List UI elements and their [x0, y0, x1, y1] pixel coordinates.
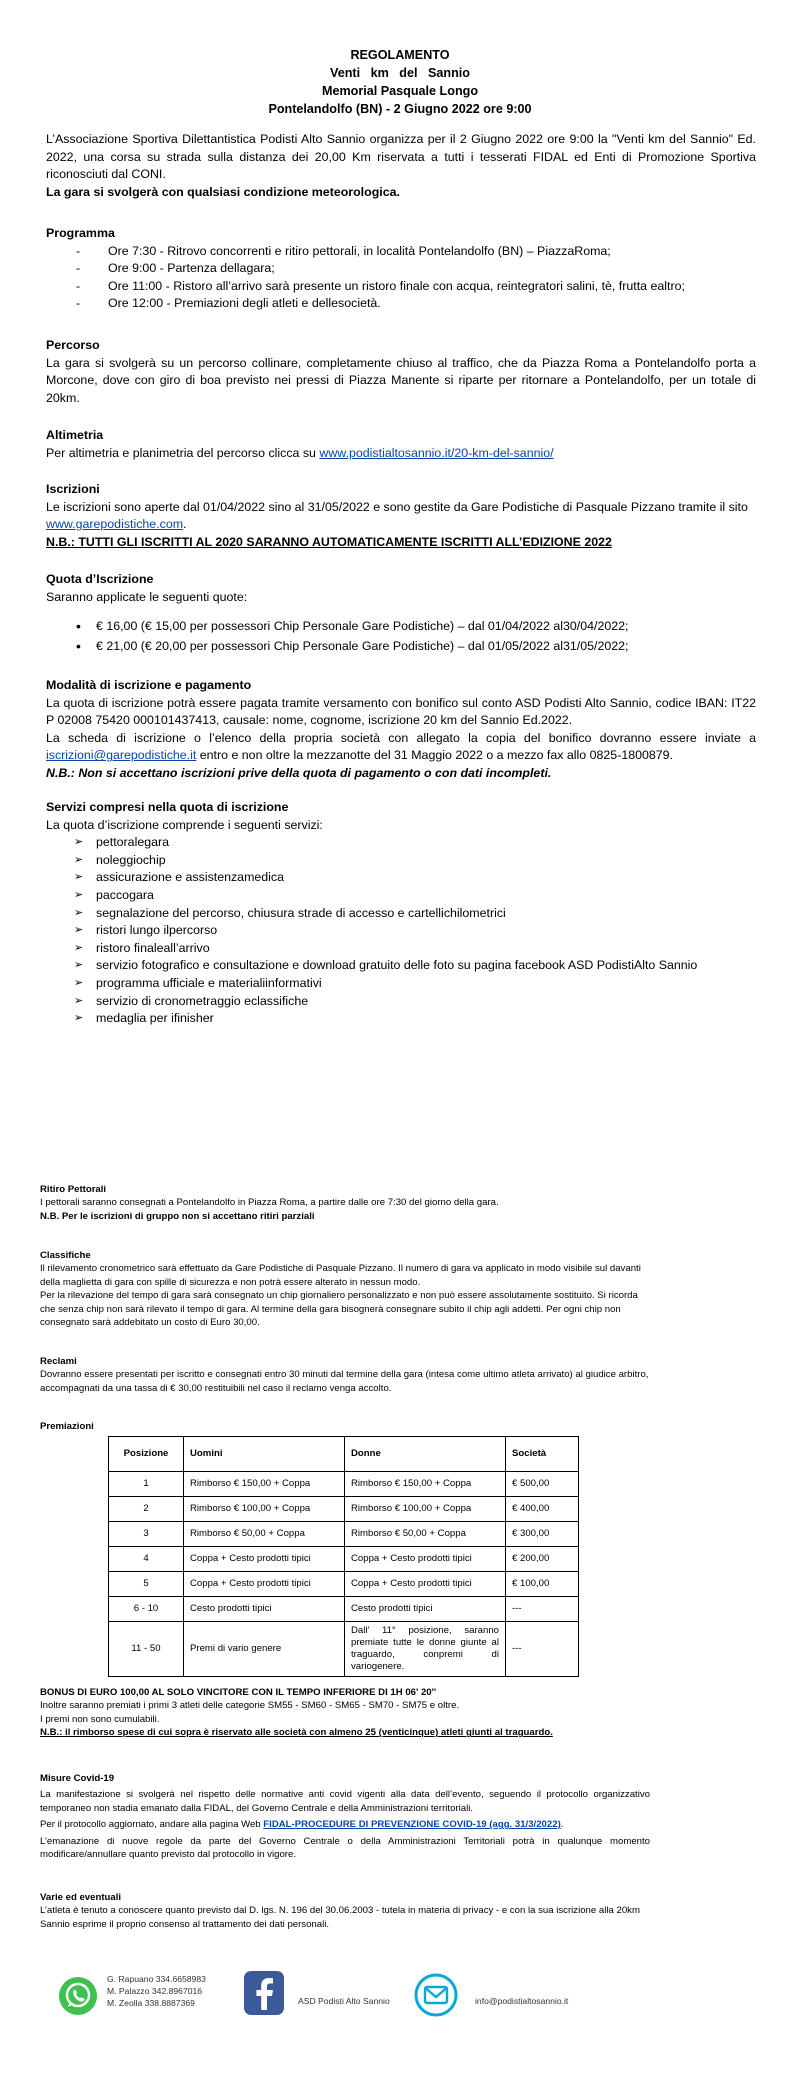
cell-posizione: 3 — [109, 1522, 184, 1547]
cell-uomini: Rimborso € 100,00 + Coppa — [184, 1497, 345, 1522]
modalita-line2 — [46, 730, 756, 765]
classifiche-text1: Il rilevamento cronometrico sarà effettuato da Gare Podistiche di Pasquale Pizzano. Il numero di gara va applicato in modo visibile sul davanti della maglietta di gara con spille di sicurezza e non potrà essere alterato in nessun modo. — [40, 1263, 641, 1288]
facebook-label: ASD Podisti Alto Sannio — [298, 1996, 390, 2006]
table-row — [109, 1522, 579, 1547]
quota-section — [46, 571, 756, 655]
reclami-heading: Reclami — [40, 1356, 77, 1367]
categorie-text: Inoltre saranno premiati i primi 3 atleti delle categorie SM55 - SM60 - SM65 - SM70 - SM75 e oltre. — [40, 1700, 460, 1712]
servizi-intro: La quota d’iscrizione comprende i seguenti servizi: — [46, 817, 323, 832]
altimetria-link[interactable]: www.podistialtosannio.it/20-km-del-sannio/ — [319, 445, 554, 460]
ritiro-text: I pettorali saranno consegnati a Pontelandolfo in Piazza Roma, a partire dalle ore 7:30 del giorno della gara. — [40, 1197, 499, 1209]
servizi-item: ➢ programma ufficiale e materialiinformativi — [74, 975, 756, 993]
cell-uomini: Premi di vario genere — [184, 1622, 345, 1677]
email-label: info@podistialtosannio.it — [475, 1996, 569, 2006]
iscrizioni-heading: Iscrizioni — [46, 482, 100, 496]
premiazioni-heading: Premiazioni — [40, 1421, 94, 1432]
cell-societa: € 300,00 — [506, 1522, 579, 1547]
whatsapp-bg — [59, 1977, 97, 2015]
quota-intro: Saranno applicate le seguenti quote: — [46, 589, 248, 604]
iscrizioni-after: . — [183, 517, 187, 532]
email-icon[interactable] — [414, 1973, 458, 2017]
intro-section — [46, 131, 756, 201]
programma-list — [46, 243, 756, 313]
servizi-item: ➢ segnalazione del percorso, chiusura strade di accesso e cartellichilometrici — [74, 905, 756, 923]
classifiche-text2: Per la rilevazione del tempo di gara sarà consegnato un chip giornaliero personalizzato e non può essere assolutamente sostituito. Si ricorda che senza chip non sarà rilevato il tempo di gara. Al termine della gara bisognerà consegnare subito il chip agli addetti. Per ogni chip non consegnato sarà addebitato un costo di Euro 30,00. — [40, 1290, 638, 1329]
fidal-covid-link[interactable]: FIDAL-PROCEDURE DI PREVENZIONE COVID-19 (agg. 31/3/2022) — [263, 1819, 561, 1831]
cell-societa: --- — [506, 1597, 579, 1622]
cumulabili-text: I premi non sono cumulabili. — [40, 1713, 160, 1725]
contact-line: G. Rapuano 334.6658983 — [107, 1974, 206, 1984]
servizi-item: ➢ pettoralegara — [74, 834, 756, 852]
programma-item: - Ore 11:00 - Ristoro all’arrivo sarà presente un ristoro finale con acqua, reintegratori salini, tè, frutta ealtro; — [76, 278, 756, 296]
varie-section — [40, 1891, 650, 1931]
contacts-block — [107, 1973, 206, 2009]
altimetria-section — [46, 427, 756, 462]
servizi-item: ➢ ristori lungo ilpercorso — [74, 922, 756, 940]
reclami-text: Dovranno essere presentati per iscritto e consegnati entro 30 minuti dal termine della gara (intesa come ultimo atleta arrivato) al giudice arbitro, accompagnati da una tassa di € 30,00 restituibili nel caso il reclamo venga accolto. — [40, 1369, 649, 1394]
servizi-item: ➢ servizio di cronometraggio eclassifiche — [74, 993, 756, 1011]
classifiche-heading: Classifiche — [40, 1250, 91, 1261]
servizi-item: ➢ servizio fotografico e consultazione e download gratuito delle foto su pagina facebook ASD PodistiAlto Sannio — [74, 957, 756, 975]
table-row — [109, 1597, 579, 1622]
contact-line: M. Palazzo 342.8967016 — [107, 1986, 203, 1996]
memorial-name: Memorial Pasquale Longo — [321, 84, 479, 98]
iscrizioni-email-link[interactable]: iscrizioni@garepodistiche.it — [46, 748, 197, 763]
col-uomini: Uomini — [184, 1437, 345, 1472]
iscrizioni-note: N.B.: TUTTI GLI ISCRITTI AL 2020 SARANNO AUTOMATICAMENTE ISCRITTI ALL’EDIZIONE 2022 — [46, 534, 612, 549]
programma-item: - Ore 7:30 - Ritrovo concorrenti e ritiro pettorali, in località Pontelandolfo (BN) – PiazzaRoma; — [76, 243, 756, 261]
covid-text3: L’emanazione di nuove regole da parte del Governo Centrale o della Amministrazioni Territoriali potrà in qualunque momento modificare/annullare quanto previsto dal protocollo in vigore. — [40, 1835, 650, 1861]
cell-posizione: 1 — [109, 1472, 184, 1497]
covid-after: . — [560, 1819, 564, 1831]
facebook-icon[interactable] — [243, 1970, 285, 2016]
cell-posizione: 6 - 10 — [109, 1597, 184, 1622]
modalita-note: N.B.: Non si accettano iscrizioni prive della quota di pagamento o con dati incompleti. — [46, 765, 552, 780]
iscrizioni-section — [46, 481, 756, 551]
ritiro-note: N.B. Per le iscrizioni di gruppo non si accettano ritiri parziali — [40, 1210, 315, 1222]
table-row — [109, 1572, 579, 1597]
table-header-row — [109, 1437, 579, 1472]
premiazioni-heading-wrap — [40, 1420, 650, 1433]
cell-donne: Cesto prodotti tipici — [345, 1597, 506, 1622]
servizi-item: ➢ paccogara — [74, 887, 756, 905]
varie-text: L’atleta è tenuto a conoscere quanto previsto dal D. lgs. N. 196 del 30.06.2003 - tutela in materia di privacy - e con la sua iscrizione alla 20km Sannio esprime il proprio consenso al trattamento dei dati personali. — [40, 1905, 640, 1930]
classifiche-section — [40, 1249, 650, 1329]
cell-donne: Dall’ 11° posizione, saranno premiate tutte le donne giunte al traguardo, conpremi di variogenere. — [345, 1622, 506, 1677]
servizi-item: ➢ ristoro finaleall’arrivo — [74, 940, 756, 958]
programma-section — [46, 225, 756, 313]
col-societa: Società — [506, 1437, 579, 1472]
cell-societa: € 500,00 — [506, 1472, 579, 1497]
reclami-section — [40, 1355, 650, 1395]
table-row — [109, 1622, 579, 1677]
modalita-text3: entro e non oltre la mezzanotte del 31 Maggio 2022 o a mezzo fax allo 0825-1800879. — [196, 748, 673, 763]
event-name: Venti km del Sannio — [330, 66, 470, 80]
intro-text: L’Associazione Sportiva Dilettantistica Podisti Alto Sannio organizza per il 2 Giugno 2022 ore 9:00 la "Venti km del Sannio" Ed. 2022, una corsa su strada sulla distanza dei 20,00 Km riservata a tutti i tesserati FIDAL ed Enti di Promozione Sportiva riconosciuti dal CONI. — [46, 132, 756, 182]
modalita-heading: Modalità di iscrizione e pagamento — [46, 678, 252, 692]
modalita-text1: La quota di iscrizione potrà essere pagata tramite versamento con bonifico sul conto ASD Podisti Alto Sannio, codice IBAN: IT22 P 02008 75420 000101437413, causale: nome, cognome, iscrizione 20 km del Sannio Ed.2022. — [46, 695, 756, 728]
cell-societa: --- — [506, 1622, 579, 1677]
cell-donne: Rimborso € 50,00 + Coppa — [345, 1522, 506, 1547]
cell-societa: € 400,00 — [506, 1497, 579, 1522]
programma-item: - Ore 12:00 - Premiazioni degli atleti e dellesocietà. — [76, 295, 756, 313]
cell-donne: Coppa + Cesto prodotti tipici — [345, 1547, 506, 1572]
covid-line2 — [40, 1818, 650, 1831]
quota-item: • € 16,00 (€ 15,00 per possessori Chip Personale Gare Podistiche) – dal 01/04/2022 al30/04/2022; — [76, 618, 756, 638]
place-date: Pontelandolfo (BN) - 2 Giugno 2022 ore 9:00 — [268, 102, 532, 116]
ritiro-section — [40, 1183, 650, 1223]
cell-societa: € 200,00 — [506, 1547, 579, 1572]
percorso-text: La gara si svolgerà su un percorso collinare, completamente chiuso al traffico, che da Piazza Roma a Pontelandolfo porta a Morcone, dove con giro di boa previsto nei pressi di Piazza Manente si riparte per ritornare a Pontelandolfo, per un totale di 20km. — [46, 355, 756, 405]
cell-donne: Rimborso € 150,00 + Coppa — [345, 1472, 506, 1497]
cell-posizione: 4 — [109, 1547, 184, 1572]
weather-note: La gara si svolgerà con qualsiasi condizione meteorologica. — [46, 184, 400, 199]
cell-uomini: Cesto prodotti tipici — [184, 1597, 345, 1622]
col-donne: Donne — [345, 1437, 506, 1472]
footer — [0, 1970, 800, 2030]
cell-uomini: Coppa + Cesto prodotti tipici — [184, 1547, 345, 1572]
modalita-text2: La scheda di iscrizione o l’elenco della propria società con allegato la copia del bonifico dovranno essere inviate a — [46, 730, 756, 745]
percorso-heading: Percorso — [46, 338, 100, 352]
table-row — [109, 1497, 579, 1522]
premiazioni-notes — [40, 1686, 650, 1740]
altimetria-line — [46, 445, 756, 463]
table-row — [109, 1547, 579, 1572]
servizi-item: ➢ medaglia per ifinisher — [74, 1010, 756, 1028]
varie-heading: Varie ed eventuali — [40, 1892, 122, 1903]
contact-line: M. Zeolla 338.8887369 — [107, 1998, 195, 2008]
cell-uomini: Rimborso € 50,00 + Coppa — [184, 1522, 345, 1547]
servizi-heading: Servizi compresi nella quota di iscrizione — [46, 800, 289, 814]
cell-uomini: Rimborso € 150,00 + Coppa — [184, 1472, 345, 1497]
quota-heading: Quota d’Iscrizione — [46, 572, 154, 586]
altimetria-heading: Altimetria — [46, 428, 104, 442]
table-row — [109, 1472, 579, 1497]
iscrizioni-link[interactable]: www.garepodistiche.com — [46, 517, 184, 532]
title-block — [0, 46, 800, 118]
cell-posizione: 11 - 50 — [109, 1622, 184, 1677]
modalita-section — [46, 677, 756, 783]
covid-section — [40, 1772, 650, 1861]
cell-donne: Coppa + Cesto prodotti tipici — [345, 1572, 506, 1597]
covid-text1: La manifestazione si svolgerà nel rispetto delle normative anti covid vigenti alla data dell’evento, seguendo il protocollo organizzativo temporaneo non stadia emanato dalla FIDAL, del Governo Centrale e della Amministrazioni territoriali. — [40, 1789, 650, 1814]
premiazioni-table — [108, 1436, 579, 1677]
servizi-section — [46, 799, 756, 1028]
whatsapp-icon — [58, 1976, 98, 2016]
altimetria-text: Per altimetria e planimetria del percorso clicca su — [46, 445, 320, 460]
doc-title: REGOLAMENTO — [350, 48, 450, 62]
covid-text2: Per il protocollo aggiornato, andare alla pagina Web — [40, 1819, 264, 1831]
cell-uomini: Coppa + Cesto prodotti tipici — [184, 1572, 345, 1597]
servizi-item: ➢ noleggiochip — [74, 852, 756, 870]
cell-posizione: 5 — [109, 1572, 184, 1597]
col-posizione: Posizione — [109, 1437, 184, 1472]
percorso-section — [46, 337, 756, 407]
servizi-item: ➢ assicurazione e assistenzamedica — [74, 869, 756, 887]
servizi-list — [46, 834, 756, 1028]
cell-posizione: 2 — [109, 1497, 184, 1522]
programma-heading: Programma — [46, 226, 115, 240]
covid-heading: Misure Covid-19 — [40, 1773, 115, 1784]
cell-donne: Rimborso € 100,00 + Coppa — [345, 1497, 506, 1522]
iscrizioni-line — [46, 499, 756, 534]
cell-societa: € 100,00 — [506, 1572, 579, 1597]
quota-list — [46, 618, 756, 655]
quota-item: • € 21,00 (€ 20,00 per possessori Chip Personale Gare Podistiche) – dal 01/05/2022 al31/05/2022; — [76, 638, 756, 656]
ritiro-heading: Ritiro Pettorali — [40, 1184, 107, 1195]
rimborso-note: N.B.: il rimborso spese di cui sopra è riservato alle società con almeno 25 (venticinque) atleti giunti al traguardo. — [40, 1727, 553, 1739]
bonus-text: BONUS DI EURO 100,00 AL SOLO VINCITORE CON IL TEMPO INFERIORE DI 1H 06' 20'' — [40, 1687, 437, 1698]
programma-item: - Ore 9:00 - Partenza dellagara; — [76, 260, 756, 278]
iscrizioni-text: Le iscrizioni sono aperte dal 01/04/2022 sino al 31/05/2022 e sono gestite da Gare Podistiche di Pasquale Pizzano tramite il sito — [46, 499, 748, 514]
